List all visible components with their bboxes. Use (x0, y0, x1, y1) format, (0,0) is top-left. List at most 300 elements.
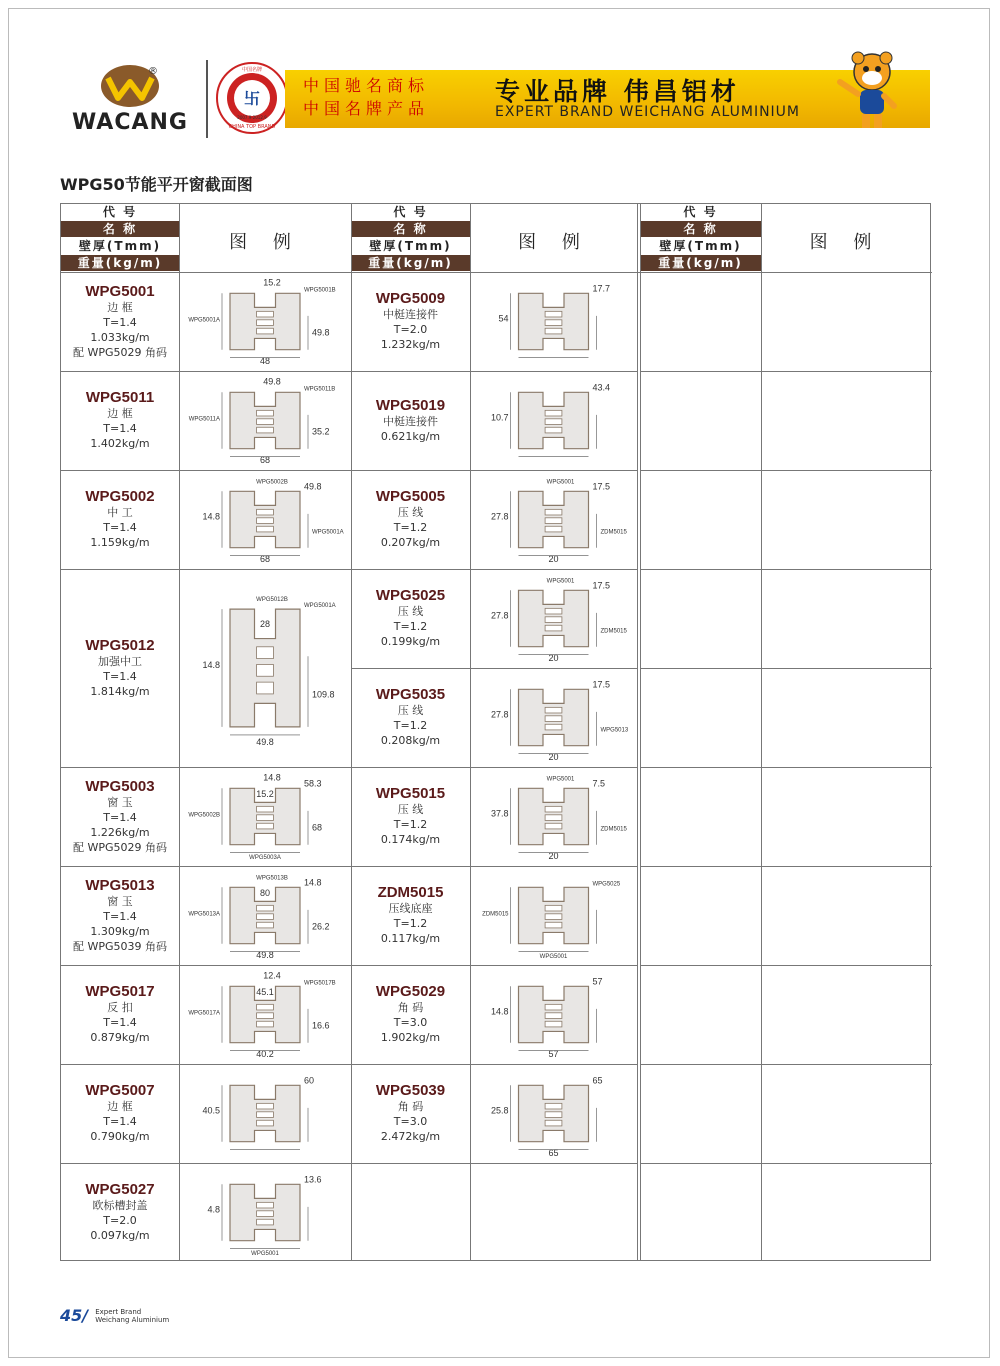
dimension-label: WPG5001 (539, 954, 568, 960)
profile-chamber (545, 1103, 562, 1109)
dimension-label: 12.4 (263, 970, 281, 981)
table-column-divider (640, 204, 641, 1260)
table-row-divider (351, 371, 637, 372)
profile-detail: 1.159kg/m (90, 536, 150, 549)
profile-detail: T=1.4 (103, 521, 137, 534)
dimension-label: 80 (259, 887, 271, 898)
page-title: WPG50节能平开窗截面图 (60, 175, 253, 194)
table-row-divider (640, 965, 932, 966)
profile-detail: 配 WPG5029 角码 (72, 345, 168, 359)
dimension-label: WPG5017B (304, 980, 336, 987)
footer-text (95, 1308, 169, 1324)
dimension-label: ZDM5015 (600, 628, 627, 635)
profile-section-drawing (475, 276, 632, 367)
profile-chamber (257, 1021, 274, 1027)
header-weight: 重量(kg/m) (351, 255, 470, 272)
profile-chamber (257, 526, 274, 532)
profile-chamber (257, 823, 274, 829)
profile-section-drawing (184, 474, 346, 565)
dimension-label: 25.8 (490, 1105, 509, 1116)
table-row-divider (61, 371, 351, 372)
dimension-label: 65 (548, 1148, 559, 1158)
profile-chamber (257, 922, 274, 928)
dimension-label: WPG5025 (592, 881, 621, 888)
profile-info-cell (351, 785, 470, 847)
profile-section-drawing (184, 969, 346, 1060)
profile-detail: 配 WPG5039 角码 (72, 939, 168, 953)
dimension-label: WPG5001A (304, 603, 336, 610)
profile-chamber (257, 328, 274, 334)
dimension-label: 48 (259, 356, 271, 366)
profile-detail: 配 WPG5029 角码 (72, 840, 168, 854)
profile-detail: 1.232kg/m (380, 338, 441, 351)
dimension-label: 20 (548, 752, 559, 762)
profile-chamber (545, 1021, 562, 1027)
column2-header-labels (351, 204, 470, 272)
profile-section-drawing (184, 870, 346, 961)
table-column-divider (637, 204, 638, 1260)
profile-info-cell (351, 290, 470, 352)
page-footer (60, 1306, 169, 1325)
profile-section-drawing (184, 375, 346, 466)
profile-section-drawing (475, 573, 632, 664)
header-weight: 重量(kg/m) (640, 255, 761, 272)
dimension-label: 68 (259, 554, 271, 564)
profile-chamber (545, 1112, 562, 1118)
profile-chamber (545, 823, 562, 829)
profile-chamber (257, 647, 274, 659)
dimension-label: WPG5001 (546, 578, 575, 585)
table-row-divider (61, 866, 351, 867)
table-row-divider (351, 965, 637, 966)
dimension-label: 27.8 (490, 610, 509, 621)
profile-detail: 边 框 (107, 300, 133, 314)
dimension-label: WPG5011A (188, 416, 220, 423)
wacang-logo (60, 62, 200, 142)
dimension-label: 49.8 (263, 376, 281, 387)
profile-detail: 窗 玉 (107, 894, 133, 908)
profile-chamber (545, 707, 562, 713)
profile-detail: 中 工 (107, 506, 133, 519)
profile-detail: 1.033kg/m (90, 330, 150, 344)
header-code: 代 号 (640, 204, 761, 221)
profile-code: WPG5027 (85, 1181, 155, 1198)
profile-chamber (257, 419, 274, 425)
dimension-label: 4.8 (207, 1204, 220, 1215)
profile-chamber (545, 608, 562, 614)
profile-detail: 边 框 (107, 1100, 133, 1113)
profile-detail: 压线底座 (388, 902, 433, 915)
profile-chamber (545, 806, 562, 812)
profile-detail: T=3.0 (393, 1115, 428, 1128)
banner-awards (303, 74, 429, 120)
banner-award-line2: 中国名牌产品 (303, 99, 430, 118)
profile-detail: 中梃连接件 (383, 308, 438, 321)
profile-detail: T=3.0 (393, 1016, 428, 1029)
dimension-label: 15.2 (263, 277, 281, 288)
profile-code: WPG5035 (375, 686, 446, 703)
header-thickness: 壁厚(Tmm) (351, 238, 470, 255)
dimension-label: ZDM5015 (600, 529, 627, 536)
profile-detail: 0.117kg/m (380, 932, 441, 945)
profile-detail: 1.402kg/m (90, 437, 150, 450)
profile-section-drawing (184, 573, 346, 763)
dimension-label: WPG5013A (188, 911, 220, 918)
dimension-label: WPG5001A (312, 529, 344, 536)
dimension-label: 68 (259, 455, 271, 465)
dimension-label: 17.7 (592, 283, 611, 294)
profile-section-drawing (475, 969, 632, 1060)
dimension-label: 17.5 (592, 481, 611, 492)
header-weight: 重量(kg/m) (61, 255, 179, 272)
seal-top-text: 中国名牌 (241, 67, 263, 73)
column3-legend-header: 图 例 (809, 232, 882, 253)
profile-info-cell (351, 1082, 470, 1144)
profile-info-cell (61, 1082, 179, 1144)
dimension-label: 57 (592, 976, 603, 987)
profile-chamber (257, 914, 274, 920)
profile-chamber (257, 1004, 274, 1010)
dimension-label: 68 (312, 822, 323, 833)
table-row-divider (61, 767, 351, 768)
profile-info-cell (351, 884, 470, 946)
dimension-label: 14.8 (263, 772, 281, 783)
dimension-label: WPG5013 (600, 727, 629, 734)
profile-code: WPG5015 (375, 785, 446, 802)
column2-legend-header: 图 例 (518, 232, 590, 253)
profile-detail: 压 线 (397, 704, 424, 717)
profile-chamber (545, 320, 562, 326)
profile-detail: 窗 玉 (107, 795, 133, 809)
profile-section-drawing (184, 1167, 346, 1258)
profile-chamber (257, 1202, 274, 1208)
header-divider (206, 60, 208, 138)
dimension-label: 49.8 (256, 950, 274, 960)
dimension-label: 14.8 (490, 1006, 509, 1017)
profile-info-cell (61, 778, 179, 855)
profile-detail: 压 线 (397, 605, 424, 618)
table-row-divider (61, 1163, 351, 1164)
profile-section-drawing (184, 1068, 346, 1159)
dimension-label: WPG5001 (546, 776, 575, 783)
profile-info-cell (351, 983, 470, 1045)
profile-detail: T=2.0 (393, 323, 428, 336)
profile-code: WPG5002 (85, 488, 155, 505)
dimension-label: 14.8 (202, 511, 220, 522)
profile-chamber (545, 427, 562, 433)
table-column-divider (179, 204, 180, 1260)
profile-chamber (257, 518, 274, 524)
profile-section-drawing (184, 276, 346, 367)
dimension-label: WPG5001B (304, 287, 336, 294)
profile-chamber (257, 905, 274, 911)
dimension-label: 10.7 (490, 412, 509, 423)
profile-detail: 角 码 (397, 1100, 424, 1113)
profile-chamber (257, 1211, 274, 1217)
profile-section-drawing (475, 474, 632, 565)
table-row-divider (351, 767, 637, 768)
profile-code: WPG5029 (375, 983, 446, 1000)
profile-detail: 0.879kg/m (90, 1031, 150, 1044)
tiger-mascot-icon (828, 48, 908, 132)
dimension-label: ZDM5015 (600, 826, 627, 833)
profile-code: WPG5005 (375, 488, 446, 505)
table-row-divider (640, 1064, 932, 1065)
table-row-divider (640, 767, 932, 768)
profile-chamber (257, 682, 274, 694)
profile-detail: T=1.4 (103, 315, 137, 329)
profile-detail: 0.208kg/m (380, 734, 441, 747)
profile-section-drawing (475, 870, 632, 961)
table-row-divider (61, 965, 351, 966)
seal-years: 2007.9-2012.9 (237, 115, 267, 120)
profile-chamber (545, 509, 562, 515)
dimension-label: WPG5013B (256, 875, 288, 882)
profile-chamber (545, 1013, 562, 1019)
banner-subtitle: EXPERT BRAND WEICHANG ALUMINIUM (495, 104, 801, 120)
profile-detail: 1.226kg/m (90, 825, 150, 839)
profile-detail: 0.207kg/m (380, 536, 441, 549)
profile-section-drawing (475, 375, 632, 466)
profile-detail: 0.790kg/m (90, 1130, 150, 1143)
column3-header-labels (640, 204, 761, 272)
profile-detail: T=1.4 (103, 810, 137, 824)
profile-info-cell (351, 488, 470, 550)
dimension-label: 57 (548, 1049, 559, 1059)
table-row-divider (351, 866, 637, 867)
dimension-label: 43.4 (592, 382, 611, 393)
table-column-divider (761, 204, 762, 1260)
dimension-label: 27.8 (490, 511, 509, 522)
profile-info-cell (351, 587, 470, 649)
table-row-divider (640, 866, 932, 867)
profile-detail: 0.621kg/m (380, 429, 441, 443)
profile-chamber (257, 806, 274, 812)
profile-detail: T=1.4 (103, 1016, 137, 1029)
header-thickness: 壁厚(Tmm) (640, 238, 761, 255)
profile-chamber (545, 724, 562, 730)
profile-code: WPG5009 (375, 290, 446, 307)
banner-award-line1: 中国驰名商标 (303, 76, 430, 95)
table-row-divider (351, 470, 637, 471)
table-row-divider (640, 1163, 932, 1164)
dimension-label: WPG5011B (304, 386, 336, 393)
profile-chamber (545, 1120, 562, 1126)
header-code: 代 号 (351, 204, 470, 221)
dimension-label: WPG5003A (249, 855, 281, 861)
dimension-label: WPG5001 (546, 479, 575, 486)
profile-detail: 1.309kg/m (90, 924, 150, 938)
header-name: 名 称 (61, 221, 179, 238)
dimension-label: 14.8 (202, 660, 220, 670)
svg-text:卐: 卐 (243, 89, 261, 108)
profile-code: WPG5013 (85, 876, 155, 894)
profile-code: WPG5003 (85, 777, 155, 795)
dimension-label: 65 (592, 1075, 603, 1086)
profile-info-cell (61, 283, 179, 360)
profile-chamber (257, 320, 274, 326)
dimension-label: 20 (548, 554, 559, 564)
dimension-label: 60 (304, 1075, 315, 1086)
profile-code: WPG5017 (85, 983, 155, 1000)
profile-chamber (545, 905, 562, 911)
profile-detail: T=1.4 (103, 669, 137, 683)
profile-detail: 0.199kg/m (380, 635, 441, 648)
profile-detail: T=1.4 (103, 1115, 137, 1128)
table-row-divider (640, 569, 932, 570)
profile-code: ZDM5015 (377, 884, 444, 901)
profile-chamber (257, 1112, 274, 1118)
profile-info-cell (61, 389, 179, 451)
profile-detail: 1.902kg/m (380, 1031, 441, 1044)
dimension-label: 14.8 (304, 877, 322, 888)
dimension-label: 35.2 (312, 426, 330, 437)
header-name: 名 称 (640, 221, 761, 238)
profile-code: WPG5025 (375, 587, 446, 604)
table-row-divider (351, 569, 637, 570)
profile-chamber (545, 914, 562, 920)
profile-detail: T=1.2 (393, 917, 428, 930)
profile-detail: 反 扣 (107, 1001, 133, 1014)
profile-detail: 1.814kg/m (90, 684, 150, 698)
dimension-label: 20 (548, 653, 559, 663)
profile-chamber (257, 509, 274, 515)
brand-name: WACANG (72, 110, 188, 135)
profile-chamber (545, 1004, 562, 1010)
profile-detail: T=1.2 (393, 719, 428, 732)
profile-info-cell (351, 397, 470, 444)
table-column-divider (470, 204, 471, 1260)
table-row-divider (351, 1163, 637, 1164)
profile-chamber (545, 419, 562, 425)
profile-section-drawing (475, 1068, 632, 1159)
dimension-label: 45.1 (256, 986, 274, 997)
profile-chamber (545, 311, 562, 317)
dimension-label: 37.8 (490, 808, 509, 819)
dimension-label: 49.8 (256, 736, 274, 747)
table-row-divider (61, 1064, 351, 1065)
profile-chamber (257, 1013, 274, 1019)
dimension-label: 17.5 (592, 580, 611, 591)
profile-section-drawing (475, 771, 632, 862)
profile-detail: 边 框 (107, 407, 133, 420)
profile-chamber (257, 1219, 274, 1225)
dimension-label: 16.6 (312, 1020, 330, 1031)
dimension-label: 26.2 (312, 921, 330, 932)
dimension-label: 58.3 (304, 778, 322, 789)
profile-chamber (545, 328, 562, 334)
profile-detail: 欧标槽封盖 (92, 1199, 148, 1212)
dimension-label: 13.6 (304, 1174, 322, 1185)
dimension-label: 49.8 (312, 327, 330, 338)
profile-chamber (257, 311, 274, 317)
profile-info-cell (61, 1181, 179, 1243)
profile-chamber (257, 1120, 274, 1126)
header-code: 代 号 (61, 204, 179, 221)
page-number: 45/ (60, 1306, 89, 1325)
dimension-label: WPG5017A (188, 1010, 220, 1017)
header-name: 名 称 (351, 221, 470, 238)
profile-detail: T=1.4 (103, 422, 137, 435)
table-row-divider (351, 668, 637, 669)
profile-chamber (257, 815, 274, 821)
profile-code: WPG5012 (85, 636, 155, 654)
profile-chamber (545, 526, 562, 532)
section-table (60, 203, 931, 1261)
dimension-label: 20 (548, 851, 559, 861)
dimension-label: WPG5001A (188, 317, 220, 324)
dimension-label: ZDM5015 (482, 911, 509, 918)
table-row-divider (640, 371, 932, 372)
profile-info-cell (351, 686, 470, 748)
profile-detail: 加强中工 (98, 654, 142, 668)
profile-detail: 2.472kg/m (380, 1130, 441, 1143)
profile-detail: 角 码 (397, 1001, 424, 1014)
dimension-label: 40.2 (256, 1049, 274, 1059)
dimension-label: 109.8 (312, 689, 335, 700)
dimension-label: WPG5012B (256, 597, 288, 604)
profile-chamber (545, 518, 562, 524)
table-row-divider (640, 470, 932, 471)
profile-chamber (257, 664, 274, 676)
dimension-label: WPG5002B (188, 812, 220, 819)
profile-chamber (545, 625, 562, 631)
dimension-label: 28 (259, 618, 271, 629)
profile-detail: 压 线 (397, 803, 424, 816)
profile-code: WPG5039 (375, 1082, 446, 1099)
dimension-label: 15.2 (256, 788, 274, 799)
china-top-brand-seal (216, 62, 288, 134)
profile-detail: T=1.2 (393, 521, 428, 534)
profile-detail: 0.174kg/m (380, 833, 441, 846)
dimension-label: WPG5001 (251, 1251, 279, 1257)
table-row-divider (640, 668, 932, 669)
profile-detail: T=1.2 (393, 818, 428, 831)
profile-info-cell (61, 877, 179, 954)
profile-info-cell (61, 983, 179, 1045)
profile-detail: 压 线 (397, 506, 424, 519)
dimension-label: 27.8 (490, 709, 509, 720)
seal-bottom-text: CHINA TOP BRAND (228, 124, 276, 130)
dimension-label: 54 (498, 313, 509, 324)
profile-section-drawing (475, 672, 632, 763)
profile-code: WPG5007 (85, 1082, 155, 1099)
table-row-divider (61, 569, 351, 570)
dimension-label: 40.5 (202, 1105, 220, 1116)
column1-legend-header: 图 例 (229, 232, 301, 253)
footer-line2: Weichang Aluminium (95, 1316, 170, 1324)
profile-detail: T=2.0 (103, 1214, 137, 1227)
banner-title: 专业品牌 伟昌铝材 (495, 77, 740, 106)
profile-chamber (257, 410, 274, 416)
profile-info-cell (61, 488, 179, 550)
table-row-divider (351, 1064, 637, 1065)
profile-code: WPG5011 (85, 389, 155, 406)
dimension-label: 17.5 (592, 679, 611, 690)
table-row-divider (61, 272, 932, 273)
dimension-label: WPG5002B (256, 479, 288, 486)
header-thickness: 壁厚(Tmm) (61, 238, 179, 255)
profile-detail: 0.097kg/m (90, 1229, 150, 1242)
footer-line1: Expert Brand (95, 1308, 142, 1316)
profile-chamber (257, 427, 274, 433)
profile-chamber (545, 716, 562, 722)
column1-header-labels (61, 204, 179, 272)
profile-code: WPG5001 (85, 282, 155, 300)
profile-info-cell (61, 637, 179, 699)
profile-chamber (545, 410, 562, 416)
dimension-label: 49.8 (304, 481, 322, 492)
